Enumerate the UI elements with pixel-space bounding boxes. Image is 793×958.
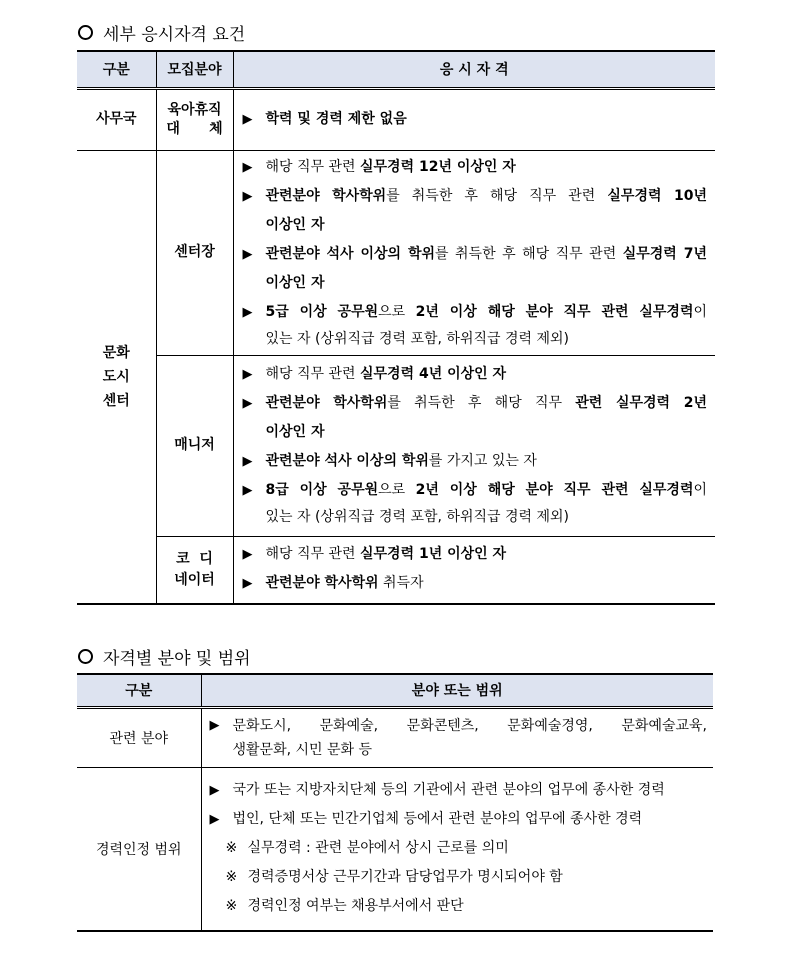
category-office: 사무국 xyxy=(77,88,156,150)
label-related-field: 관련 분야 xyxy=(77,707,201,767)
field-parental-leave: 육아휴직 대 체 xyxy=(156,88,233,150)
table-row: 관련 분야 ▶ 문화도시, 문화예술, 문화콘텐츠, 문화예술경영, 문화예술교육, 생활문화, 시민 문화 등 xyxy=(77,707,713,767)
label-career-scope: 경력인정 범위 xyxy=(77,767,201,931)
reference-mark-icon: ※ xyxy=(225,869,238,886)
scope-item: ▶ 문화도시, 문화예술, 문화콘텐츠, 문화예술경영, 문화예술교육, xyxy=(210,714,708,738)
circle-bullet-icon xyxy=(78,25,93,40)
arrow-icon: ▶ xyxy=(242,112,253,127)
arrow-icon: ▶ xyxy=(242,188,253,204)
arrow-icon: ▶ xyxy=(209,717,220,733)
table-row: 문화 도시 센터 센터장 ▶ 해당 직무 관련 실무경력 12년 이상인 자 ▶ 관련분야 학사학위를 취득한 후 해당 직무 관련 실무경력 10년 이상인 자 ▶ 관련분야 석사 이상의 학위를 취득한 후 해당 직무 관련 실무경력 7년 이상인 자 ▶ 5급 이상 공무원으로 2년 이상 해당 분야 직무 관련 실무경력이 있는 자 (상위직급 경력 포함, 하위직급 경력 제외) xyxy=(77,150,715,355)
requirement-item: ▶ 5급 이상 공무원으로 2년 이상 해당 분야 직무 관련 실무경력이 xyxy=(243,298,708,327)
table-row xyxy=(77,88,715,150)
table-row: 매니저 ▶ 해당 직무 관련 실무경력 4년 이상인 자 ▶ 관련분야 학사학위를 취득한 후 해당 직무 관련 실무경력 2년 이상인 자 ▶ 관련분야 석사 이상의 학위를 가지고 있는 자 ▶ 8급 이상 공무원으로 2년 이상 해당 분야 직무 관련 실무경력이 있는 자 (상위직급 경력 포함, 하위직급 경력 제외) xyxy=(77,355,715,536)
requirement-item: ▶ 관련분야 학사학위 취득자 xyxy=(243,569,708,598)
header-scope: 분야 또는 범위 xyxy=(201,674,713,707)
requirement-item: ▶ 관련분야 학사학위를 취득한 후 해당 직무 관련 실무경력 2년 xyxy=(243,389,708,418)
table-row xyxy=(77,767,713,931)
note-item: ※ 경력증명서상 근무기간과 담당업무가 명시되어야 함 xyxy=(210,863,708,892)
arrow-icon: ▶ xyxy=(242,483,253,498)
arrow-icon: ▶ xyxy=(242,367,253,382)
scope-item: ▶ 국가 또는 지방자치단체 등의 기관에서 관련 분야의 업무에 종사한 경력 xyxy=(210,776,708,805)
field-scope-table xyxy=(77,673,713,932)
requirement-item: ▶ 해당 직무 관련 실무경력 1년 이상인 자 xyxy=(243,540,708,569)
arrow-icon: ▶ xyxy=(209,812,220,828)
circle-bullet-icon xyxy=(78,649,93,664)
requirement-item: ▶ 관련분야 석사 이상의 학위를 취득한 후 해당 직무 관련 실무경력 7년 xyxy=(243,240,708,269)
field-director: 센터장 xyxy=(156,150,233,355)
note-item: ※ 실무경력 : 관련 분야에서 상시 근로를 의미 xyxy=(210,834,708,863)
note-item: ※ 경력인정 여부는 채용부서에서 판단 xyxy=(210,892,708,921)
qualification-table xyxy=(77,50,715,605)
arrow-icon: ▶ xyxy=(242,396,253,411)
section2-title: 자격별 분야 및 범위 xyxy=(78,644,251,669)
arrow-icon: ▶ xyxy=(242,454,253,469)
reference-mark-icon: ※ xyxy=(225,898,238,915)
requirement-item: ▶ 관련분야 석사 이상의 학위를 가지고 있는 자 xyxy=(243,447,708,476)
table-row xyxy=(77,536,715,604)
arrow-icon: ▶ xyxy=(242,547,253,563)
field-coordinator: 코 디 네이터 xyxy=(156,536,233,604)
header-field: 모집분야 xyxy=(156,51,233,88)
arrow-icon: ▶ xyxy=(242,576,253,592)
arrow-icon: ▶ xyxy=(242,246,253,262)
requirement-item: ▶ 해당 직무 관련 실무경력 4년 이상인 자 xyxy=(243,360,708,389)
requirement-item: ▶ 관련분야 학사학위를 취득한 후 해당 직무 관련 실무경력 10년 xyxy=(243,182,708,211)
arrow-icon: ▶ xyxy=(209,783,220,799)
arrow-icon: ▶ xyxy=(242,304,253,320)
requirement-item: ▶ 해당 직무 관련 실무경력 12년 이상인 자 xyxy=(243,153,708,182)
header-category: 구분 xyxy=(77,674,201,707)
header-category: 구분 xyxy=(77,51,156,88)
requirement-item: ▶ 학력 및 경력 제한 없음 xyxy=(243,105,708,134)
scope-item: ▶ 법인, 단체 또는 민간기업체 등에서 관련 분야의 업무에 종사한 경력 xyxy=(210,805,708,834)
requirement-item: ▶ 8급 이상 공무원으로 2년 이상 해당 분야 직무 관련 실무경력이 xyxy=(243,476,708,505)
field-manager: 매니저 xyxy=(156,355,233,536)
category-culture-city-center: 문화 도시 센터 xyxy=(77,150,156,604)
header-qualification: 응 시 자 격 xyxy=(233,51,715,88)
arrow-icon: ▶ xyxy=(242,159,253,175)
reference-mark-icon: ※ xyxy=(225,840,238,857)
section1-title: 세부 응시자격 요건 xyxy=(78,20,245,45)
